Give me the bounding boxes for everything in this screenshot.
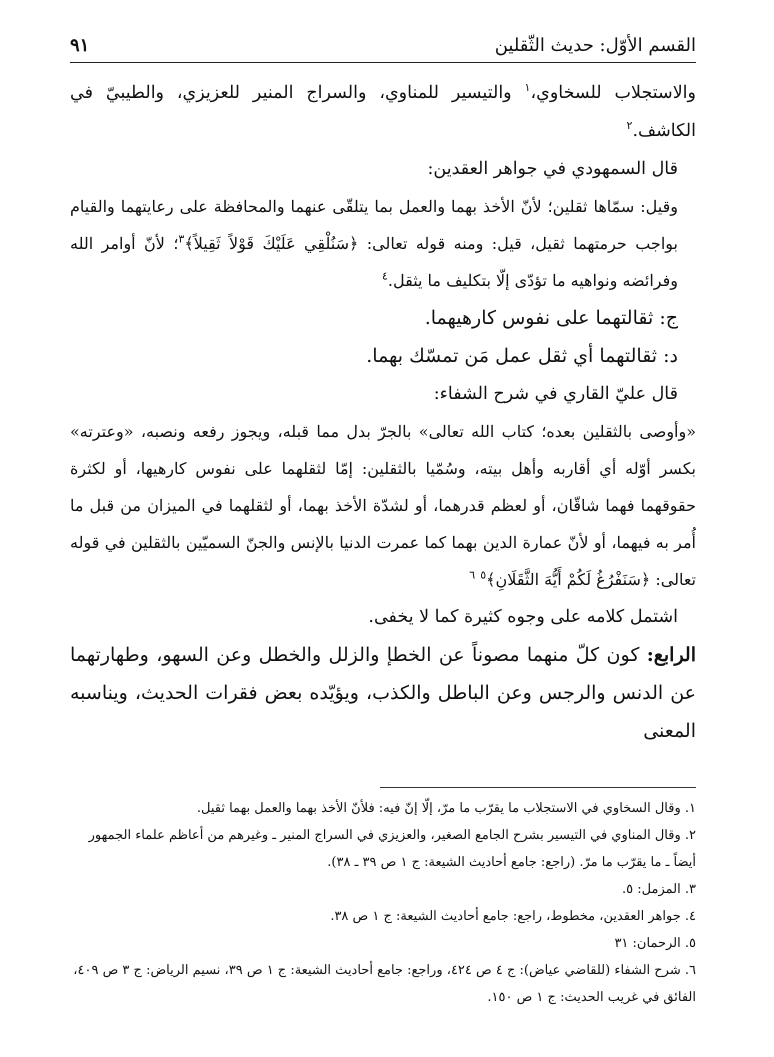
footnote-ref-5[interactable]: ٥ xyxy=(480,568,487,582)
footnote-divider xyxy=(380,787,696,788)
running-header xyxy=(70,28,696,63)
footnote-5: ٥. الرحمان: ٣١ xyxy=(614,936,696,951)
page-number: ٩١ xyxy=(70,34,90,56)
footnote-ref-2[interactable]: ٢ xyxy=(626,119,633,133)
quote-text: «وأوصى بالثقلين بعده؛ كتاب الله تعالى» بالجرّ بدل مما قبله، ويجوز رفعه ونصبه، «وعترته» بكسر أوّله أي أقاربه وأهل بيته، وسُمّيا بالثقلين: إمّا لثقلهما على نفوس كارهيها، أو لكثرة حقوقهما فهما شاقّان، أو لعظم قدرهما، أو لشدّة الأخذ بهما، أو لثقلهما في الميزان من قبل ما أُمر به فيهما، أو لأنّ عمارة الدين بهما كما عمرت الدنيا بالإنس والجنّ السميّين بالثقلين في قوله تعالى: ﴿سَنَفْرُغُ لَكُمْ أَيُّهَ الثَّقَلَانِ﴾ xyxy=(70,422,697,589)
footnote-4: ٤. جواهر العقدين، مخطوط، راجع: جامع أحاديث الشيعة: ج ١ ص ٣٨. xyxy=(330,909,696,924)
paragraph-text: كون كلّ منهما مصوناً عن الخطإ والزلل والخطل وعن السهو، وطهارتهما عن الدنس والرجس وعن الباطل والكذب، ويؤيّده بعض فقرات الحديث، ويناسبه المعنى xyxy=(70,644,696,742)
footnote-ref-1[interactable]: ١ xyxy=(524,81,531,95)
paragraph-4: اشتمل كلامه على وجوه كثيرة كما لا يخفى. xyxy=(368,607,678,627)
paragraph-3: قال عليّ القاري في شرح الشفاء: xyxy=(433,384,678,404)
footnote-ref-3[interactable]: ٣ xyxy=(178,232,185,246)
paragraph-2: قال السمهودي في جواهر العقدين: xyxy=(427,159,678,179)
footnote-3: ٣. المزمل: ٥. xyxy=(622,882,696,897)
point-j: ج: ثقالتهما على نفوس كارهيهما. xyxy=(424,307,678,329)
main-text xyxy=(70,74,696,750)
quote-1 xyxy=(70,188,696,299)
chapter-title: القسم الأوّل: حديث الثّقلين xyxy=(494,34,696,56)
point-d: د: ثقالتهما أي ثقل عمل مَن تمسّك بهما. xyxy=(366,345,678,367)
footnotes xyxy=(70,795,696,1011)
quote-text: ؛ لأنّ أوامر الله وفرائضه ونواهيه ما تؤدّى إلّا بتكليف ما يثقل. xyxy=(70,234,678,290)
paragraph-1 xyxy=(70,74,696,150)
footnote-1: ١. وقال السخاوي في الاستجلاب ما يقرّب ما مرّ، إلّا إنّ فيه: فلأنّ الأخذ بهما والعمل بهما ثقيل. xyxy=(196,801,696,816)
footnote-ref-6[interactable]: ٦ xyxy=(469,568,476,582)
paragraph-text: والتيسير للمناوي، والسراج المنير للعزيزي، والطيبيّ في الكاشف. xyxy=(70,83,696,141)
section-lead: الرابع: xyxy=(646,644,696,666)
footnote-ref-4[interactable]: ٤ xyxy=(381,269,388,283)
footnote-2: ٢. وقال المناوي في التيسير بشرح الجامع الصغير، والعزيزي في السراج المنير ـ وغيرهم من أعاظم علماء الجمهور أيضاً ـ ما يقرّب ما مرّ. (راجع: جامع أحاديث الشيعة: ج ١ ص ٣٩ ـ ٣٨). xyxy=(88,828,696,870)
paragraph-text: والاستجلاب للسخاوي، xyxy=(530,83,696,103)
paragraph-5 xyxy=(70,636,696,750)
footnote-6: ٦. شرح الشفاء (للقاضي عياض): ج ٤ ص ٤٢٤، وراجع: جامع أحاديث الشيعة: ج ١ ص ٣٩، نسيم الرياض: ج ٣ ص ٤٠٩، الفائق في غريب الحديث: ج ١ ص ١٥٠. xyxy=(73,963,696,1005)
quote-2 xyxy=(70,413,696,598)
quote-text: وقيل: سمّاها ثقلين؛ لأنّ الأخذ بهما والعمل بما يتلقّى عنهما والمحافظة على رعايتهما والقيام بواجب حرمتهما ثقيل، قيل: ومنه قوله تعالى: ﴿سَنُلْقِي عَلَيْكَ قَوْلاً ثَقِيلاً﴾ xyxy=(70,197,678,253)
